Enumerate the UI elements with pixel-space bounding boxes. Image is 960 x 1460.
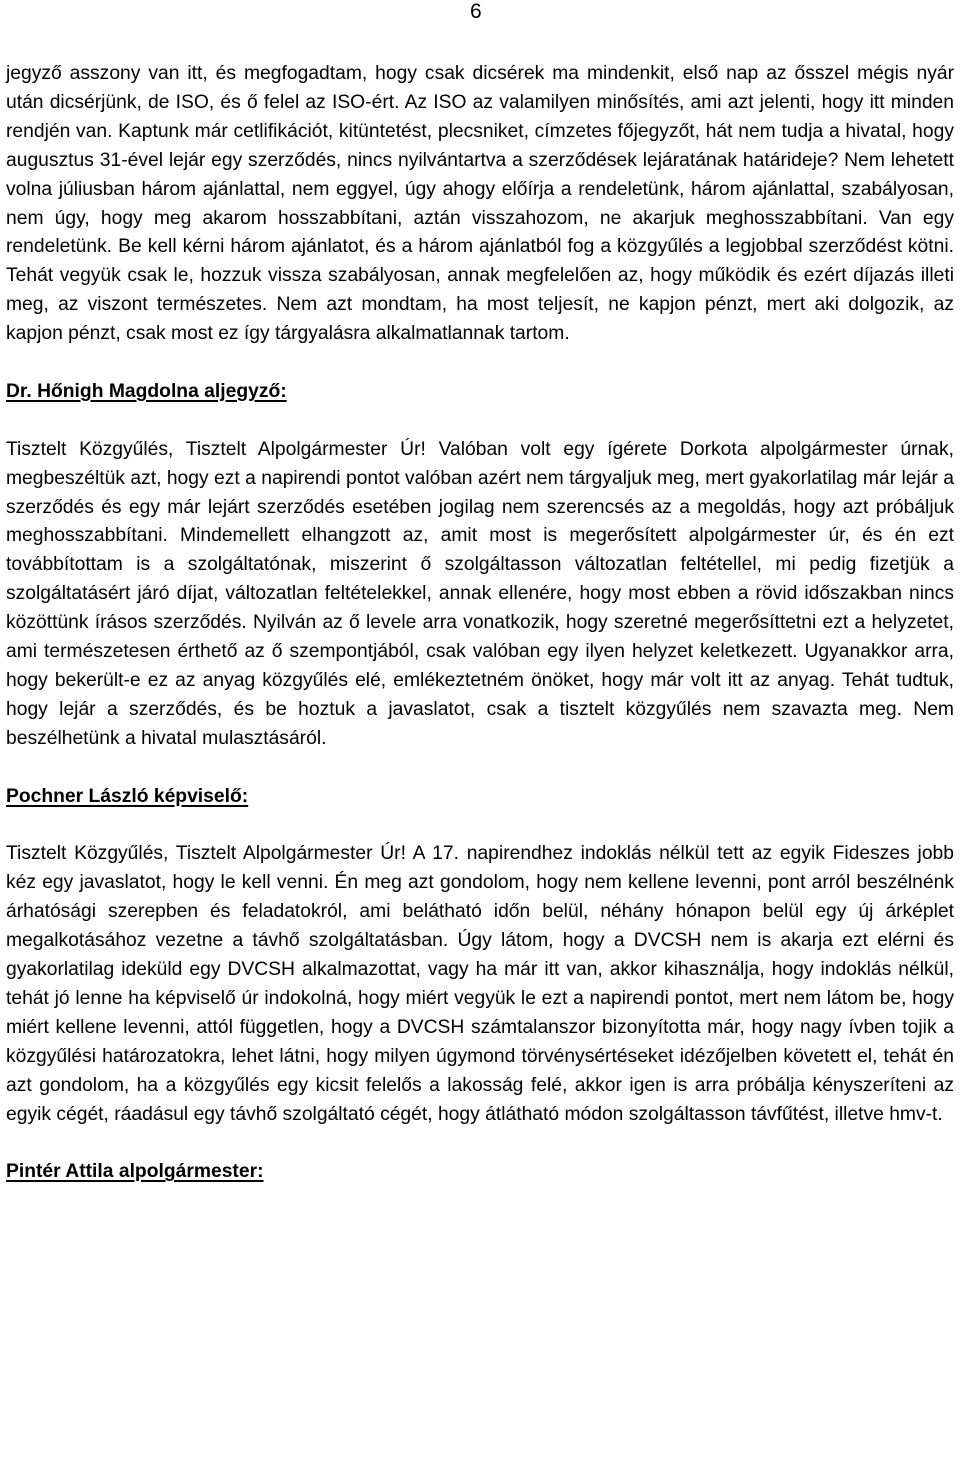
document-body: [6, 60, 954, 1187]
page-number: 6: [470, 0, 482, 23]
spacer: [6, 407, 954, 436]
spacer: [6, 754, 954, 783]
spacer: [6, 812, 954, 841]
paragraph-honigh-statement: Tisztelt Közgyűlés, Tisztelt Alpolgármester Úr! Valóban volt egy ígérete Dorkota alpolgármester úrnak, megbeszéltük azt, hogy ezt a napirendi pontot valóban azért nem tárgyaljuk meg, mert gyakorlatilag már lejár a szerződés és egy már lejárt szerződés esetében jogilag nem szerencsés az a megoldás, hogy azt próbáljuk meghosszabbítani. Mindemellett elhangzott az, amit most is megerősített alpolgármester úr, és én ezt továbbítottam is a szolgáltatónak, miszerint ő szolgáltasson változatlan feltétellel, mi pedig fizetjük a szolgáltatásért járó díjat, változatlan feltételekkel, annak ellenére, hogy most ebben a rövid időszakban nincs közöttünk írásos szerződés. Nyilván az ő levele arra vonatkozik, hogy szeretné megerősíttetni ezt a helyzetet, ami természetesen érthető az ő szempontjából, csak valóban egy ilyen helyzet keletkezett. Ugyanakkor arra, hogy bekerült-e ez az anyag közgyűlés elé, emlékeztetném önöket, hogy már volt itt az anyag. Tehát tudtuk, hogy lejár a szerződés, és be hoztuk a javaslatot, csak a tisztelt közgyűlés nem szavazta meg. Nem beszélhetünk a hivatal mulasztásáról.: [6, 438, 954, 749]
speaker-heading-pinter: Pintér Attila alpolgármester:: [6, 1161, 264, 1183]
speaker-heading-honigh: Dr. Hőnigh Magdolna aljegyző:: [6, 380, 287, 402]
paragraph-mayor-statement: jegyző asszony van itt, és megfogadtam, hogy csak dicsérek ma mindenkit, első nap az ősszel mégis nyár után dicsérjünk, de ISO, és ő felel az ISO-ért. Az ISO az valamilyen minősítés, ami azt jelenti, hogy itt minden rendjén van. Kaptunk már cetlifikációt, kitüntetést, plecsniket, címzetes főjegyzőt, hát nem tudja a hivatal, hogy augusztus 31-ével lejár egy szerződés, nincs nyilvántartva a szerződések lejáratának határideje? Nem lehetett volna júliusban három ajánlattal, nem eggyel, úgy ahogy előírja a rendeletünk, három ajánlattal, szabályosan, nem úgy, hogy meg akarom hosszabbítani, aztán visszahozom, ne akarjuk meghosszabbítani. Van egy rendeletünk. Be kell kérni három ajánlatot, és a három ajánlatból fog a közgyűlés a legjobbal szerződést kötni. Tehát vegyük csak le, hozzuk vissza szabályosan, annak megfelelően az, hogy működik és ezért díjazás illeti meg, az viszont természetes. Nem azt mondtam, ha most teljesít, ne kapjon pénzt, mert aki dolgozik, az kapjon pénzt, csak most ez így tárgyalásra alkalmatlannak tartom.: [6, 63, 954, 345]
spacer: [6, 349, 954, 378]
speaker-heading-pochner: Pochner László képviselő:: [6, 785, 249, 807]
spacer: [6, 1129, 954, 1158]
paragraph-pochner-statement: Tisztelt Közgyűlés, Tisztelt Alpolgármester Úr! A 17. napirendhez indoklás nélkül tett az egyik Fideszes jobb kéz egy javaslatot, hogy le kell venni. Én meg azt gondolom, hogy nem kellene levenni, pont arról beszélnénk árhatósági szerepben és feladatokról, ami belátható időn belül, néhány hónapon belül egy új árképlet megalkotásához vezetne a távhő szolgáltatásban. Úgy látom, hogy a DVCSH nem is akarja ezt elérni és gyakorlatilag ideküld egy DVCSH alkalmazottat, vagy ha már itt van, akkor kihasználja, hogy indoklás nélkül, tehát jó lenne ha képviselő úr indokolná, hogy miért vegyük le ezt a napirendi pontot, mert nem látom be, hogy miért kellene levenni, attól független, hogy a DVCSH számtalanszor bizonyította már, hogy nagy ívben tojik a közgyűlési határozatokra, lehet látni, hogy milyen úgymond törvénysértéseket idézőjelben követett el, tehát én azt gondolom, ha a közgyűlés egy kicsit felelős a lakosság felé, akkor igen is arra próbálja kényszeríteni az egyik cégét, ráadásul egy távhő szolgáltató cégét, hogy átlátható módon szolgáltasson távfűtést, illetve hmv-t.: [6, 843, 954, 1125]
